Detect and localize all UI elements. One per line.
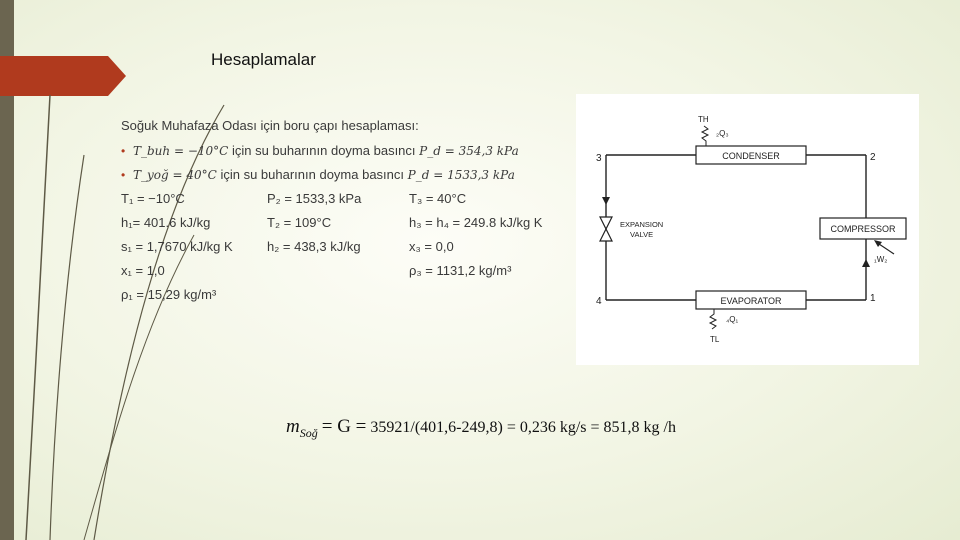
var-p2: P₂ = 1533,3 kPa (267, 191, 362, 206)
condenser-label: CONDENSER (722, 151, 780, 161)
compressor-label: COMPRESSOR (830, 224, 896, 234)
heat-rejected-label: ₂Q₃ (716, 129, 729, 138)
var-t2: T₂ = 109°C (267, 215, 332, 230)
bullet-icon: • (121, 144, 126, 158)
node-label: 3 (596, 153, 602, 164)
bullet-rhs: P_d = 1533,3 kPa (407, 168, 515, 182)
formula-middle: = G = (321, 416, 367, 437)
bullet-condensation (121, 167, 581, 182)
var-s1: s₁ = 1,7670 kJ/kg K (121, 239, 233, 254)
var-h3-h4: h₃ = h₄ = 249.8 kJ/kg K (409, 215, 543, 230)
bullet-text: için su buharının doyma basıncı (220, 167, 405, 182)
flow-arrow-icon (862, 259, 870, 267)
node-label: 1 (870, 293, 876, 304)
var-t1: T₁ = −10°C (121, 191, 185, 206)
expansion-valve-label: EXPANSION (620, 220, 664, 229)
bullet-text: için su buharının doyma basıncı (231, 143, 416, 158)
bullet-rhs: P_d = 354,3 kPa (419, 144, 519, 158)
bullet-lhs: T_buh = −10°C (133, 144, 229, 158)
calculation-content (121, 118, 581, 302)
title-arrow-tab (0, 56, 126, 96)
expansion-valve-label: VALVE (630, 230, 654, 239)
formula-rhs: 35921/(401,6-249,8) = 0,236 kg/s = 851,8 kg /h (370, 419, 676, 436)
formula-lhs: m (286, 416, 300, 437)
var-x3: x₃ = 0,0 (409, 239, 454, 254)
node-label: 4 (596, 296, 602, 307)
low-temp-label: TL (710, 335, 720, 344)
high-temp-label: TH (698, 115, 709, 124)
work-arrow-head-icon (874, 240, 882, 247)
var-empty (267, 287, 409, 302)
slide-title: Hesaplamalar (211, 50, 316, 69)
var-empty (409, 287, 579, 302)
formula-lhs-sub: Soğ (299, 425, 318, 440)
evaporator-label: EVAPORATOR (720, 296, 782, 306)
node-label: 2 (870, 152, 876, 163)
var-x1: x₁ = 1,0 (121, 263, 165, 278)
var-h2: h₂ = 438,3 kJ/kg (267, 239, 361, 254)
var-rho3: ρ₃ = 1131,2 kg/m³ (409, 263, 512, 278)
flow-arrow-icon (602, 197, 610, 205)
content-heading: Soğuk Muhafaza Odası için boru çapı hesaplaması: (121, 118, 419, 133)
heat-absorbed-label: ₄Q₁ (726, 315, 739, 324)
bullet-icon: • (121, 168, 126, 182)
work-input-label: ₁W₂ (874, 255, 888, 264)
variable-grid (121, 191, 581, 302)
var-t3: T₃ = 40°C (409, 191, 467, 206)
bullet-evaporation (121, 143, 581, 158)
var-h1: h₁= 401.6 kJ/kg (121, 215, 211, 230)
expansion-valve-icon (600, 217, 612, 241)
heat-rejection-spring-icon (702, 126, 708, 146)
var-rho1: ρ₁ = 15,29 kg/m³ (121, 287, 217, 302)
var-empty (267, 263, 409, 278)
heat-absorption-spring-icon (710, 309, 716, 329)
refrigeration-cycle-diagram (576, 94, 919, 365)
mass-flow-formula (286, 416, 676, 441)
bullet-lhs: T_yoğ = 40°C (133, 168, 217, 182)
